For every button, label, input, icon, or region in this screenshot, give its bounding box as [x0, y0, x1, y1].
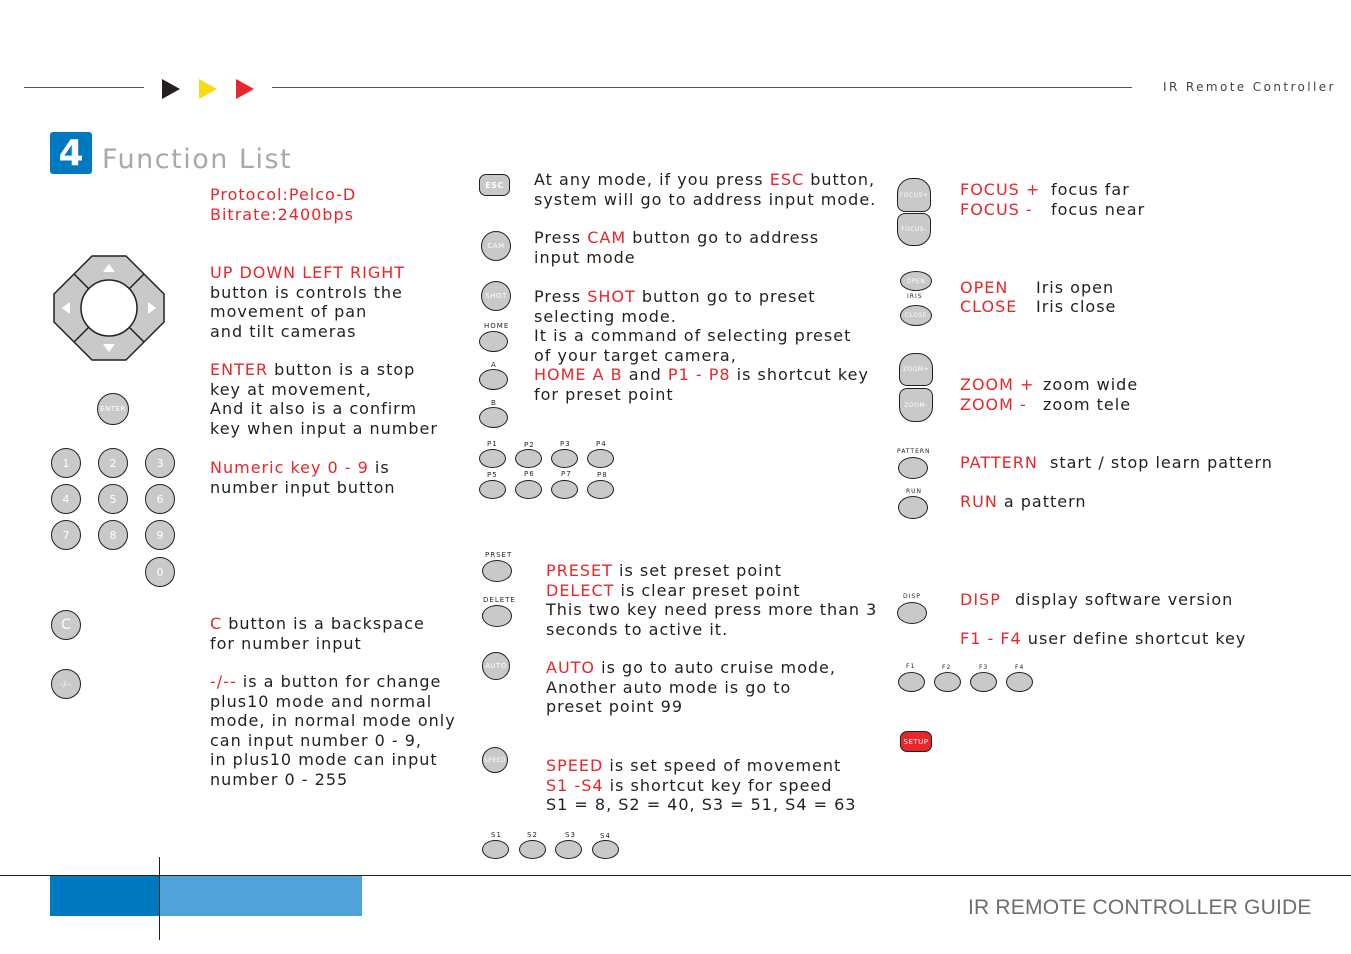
digit-7-button[interactable]: 7 [51, 520, 81, 550]
s4-label: S4 [600, 832, 611, 840]
dash-description: -/-- is a button for change plus10 mode and normal mode, in normal mode only can input number 0 - 9, in plus10 mode can input number 0 - 255 [210, 672, 456, 789]
open-button[interactable]: OPEN [900, 271, 932, 291]
disp-button[interactable] [897, 602, 927, 624]
f2-button[interactable] [934, 672, 961, 692]
bitrate-line: Bitrate:2400bps [210, 205, 354, 224]
zoom-minus-button[interactable]: ZOOM- [899, 388, 933, 422]
p8-button[interactable] [587, 480, 614, 499]
close-desc: Iris close [1036, 297, 1117, 316]
p1-label: P1 [487, 440, 498, 448]
preset-button[interactable] [482, 560, 512, 582]
zoom-minus-desc: zoom tele [1043, 395, 1132, 414]
digit-5-button[interactable]: 5 [98, 484, 128, 514]
digit-2-button[interactable]: 2 [98, 448, 128, 478]
p4-label: P4 [596, 440, 607, 448]
s3-label: S3 [565, 831, 576, 839]
p7-label: P7 [561, 470, 572, 478]
c-description: C button is a backspace for number input [210, 614, 425, 653]
arrow-black-icon [162, 79, 180, 99]
direction-pad [48, 246, 174, 370]
numeric-description: Numeric key 0 - 9 is number input button [210, 458, 396, 497]
p6-button[interactable] [515, 480, 542, 499]
speed-button[interactable]: SPEED [482, 747, 508, 773]
p2-button[interactable] [515, 449, 542, 468]
footer-title: IR REMOTE CONTROLLER GUIDE [968, 896, 1312, 919]
arrow-yellow-icon [199, 79, 217, 99]
focus-plus-desc: focus far [1051, 180, 1130, 199]
enter-description: ENTER button is a stop key at movement, And it also is a confirm key when input a number [210, 360, 438, 438]
run-description: RUN a pattern [960, 492, 1087, 511]
p7-button[interactable] [551, 480, 578, 499]
focus-minus-desc: focus near [1051, 200, 1146, 219]
pattern-label: PATTERN [897, 448, 931, 455]
b-label: B [491, 399, 497, 407]
footer-bar-dark [50, 876, 159, 916]
section-number-badge: 4 [50, 132, 92, 174]
zoom-plus-desc: zoom wide [1043, 375, 1139, 394]
open-key: OPEN [960, 278, 1009, 297]
f4-label: F4 [1015, 664, 1025, 671]
disp-key: DISP [960, 590, 1001, 609]
header-arrows [160, 77, 260, 101]
auto-description: AUTO is go to auto cruise mode, Another auto mode is go to preset point 99 [546, 658, 836, 717]
pattern-key: PATTERN [960, 453, 1038, 472]
f1-button[interactable] [898, 672, 925, 692]
f1-label: F1 [906, 663, 916, 670]
s2-button[interactable] [519, 840, 546, 859]
s3-button[interactable] [555, 840, 582, 859]
disp-desc: display software version [1015, 590, 1234, 609]
arrow-red-icon [236, 79, 254, 99]
s4-button[interactable] [592, 840, 619, 859]
digit-3-button[interactable]: 3 [145, 448, 175, 478]
p8-label: P8 [597, 471, 608, 479]
footer-bar-light [160, 876, 362, 916]
enter-button[interactable]: ENTER [97, 393, 129, 425]
esc-button[interactable]: ESC [479, 174, 510, 196]
delete-button[interactable] [482, 605, 512, 627]
digit-0-button[interactable]: 0 [145, 557, 175, 587]
setup-button[interactable]: SETUP [900, 731, 932, 752]
f4-button[interactable] [1006, 672, 1033, 692]
pattern-button[interactable] [898, 457, 928, 479]
p5-label: P5 [487, 471, 498, 479]
p6-label: P6 [524, 470, 535, 478]
iris-label: IRIS [907, 293, 923, 300]
shot-description: Press SHOT button go to preset selecting mode. It is a command of selecting preset of your target camera, HOME A B and P1 - P8 is shortcut key for preset point [534, 287, 869, 404]
p1-button[interactable] [479, 449, 506, 468]
a-button[interactable] [479, 369, 508, 390]
f3-label: F3 [979, 664, 989, 671]
s1-button[interactable] [482, 840, 509, 859]
delete-label: DELETE [483, 596, 516, 604]
c-button[interactable]: C [51, 610, 81, 640]
zoom-plus-key: ZOOM + [960, 375, 1035, 394]
run-label: RUN [906, 488, 923, 495]
dash-button[interactable]: -/-- [51, 669, 81, 699]
digit-4-button[interactable]: 4 [51, 484, 81, 514]
run-button[interactable] [898, 496, 928, 519]
a-label: A [491, 361, 497, 369]
focus-plus-key: FOCUS + [960, 180, 1041, 199]
home-label: HOME [484, 322, 510, 330]
home-button[interactable] [479, 331, 508, 352]
arrows-description: UP DOWN LEFT RIGHT button is controls the movement of pan and tilt cameras [210, 263, 406, 341]
shot-button[interactable]: SHOT [481, 281, 511, 311]
auto-button[interactable]: AUTO [482, 652, 510, 680]
digit-6-button[interactable]: 6 [145, 484, 175, 514]
esc-description: At any mode, if you press ESC button, system will go to address input mode. [534, 170, 877, 209]
digit-8-button[interactable]: 8 [98, 520, 128, 550]
open-desc: Iris open [1036, 278, 1115, 297]
header-rule-left [24, 87, 144, 88]
focus-plus-button[interactable]: FOCUS+ [897, 178, 931, 212]
header-title: IR Remote Controller [1163, 80, 1336, 94]
protocol-line: Protocol:Pelco-D [210, 185, 357, 204]
p2-label: P2 [524, 441, 535, 449]
f-description: F1 - F4 user define shortcut key [960, 629, 1247, 648]
f2-label: F2 [942, 664, 952, 671]
focus-minus-button[interactable]: FOCUS- [897, 213, 931, 246]
preset-description: PRESET is set preset point DELECT is clear preset point This two key need press more than 3 seconds to active it. [546, 561, 878, 639]
zoom-minus-key: ZOOM - [960, 395, 1027, 414]
preset-label: PRSET [485, 551, 513, 559]
p3-label: P3 [560, 440, 571, 448]
close-key: CLOSE [960, 297, 1018, 316]
cam-button[interactable]: CAM [481, 231, 511, 261]
disp-label: DISP [903, 593, 921, 600]
s1-label: S1 [491, 831, 502, 839]
p3-button[interactable] [551, 449, 578, 468]
section-title: Function List [102, 144, 293, 175]
zoom-plus-button[interactable]: ZOOM+ [899, 353, 933, 386]
b-button[interactable] [479, 407, 508, 428]
focus-minus-key: FOCUS - [960, 200, 1033, 219]
p4-button[interactable] [587, 449, 614, 468]
close-button[interactable]: CLOSE [900, 305, 932, 326]
digit-1-button[interactable]: 1 [51, 448, 81, 478]
f3-button[interactable] [970, 672, 997, 692]
pattern-desc: start / stop learn pattern [1050, 453, 1273, 472]
cam-description: Press CAM button go to address input mode [534, 228, 820, 267]
p5-button[interactable] [479, 480, 506, 499]
header-rule-right [272, 87, 1132, 88]
speed-description: SPEED is set speed of movement S1 -S4 is shortcut key for speed S1 = 8, S2 = 40, S3 = 51, S4 = 63 [546, 756, 857, 815]
digit-9-button[interactable]: 9 [145, 520, 175, 550]
s2-label: S2 [527, 831, 538, 839]
